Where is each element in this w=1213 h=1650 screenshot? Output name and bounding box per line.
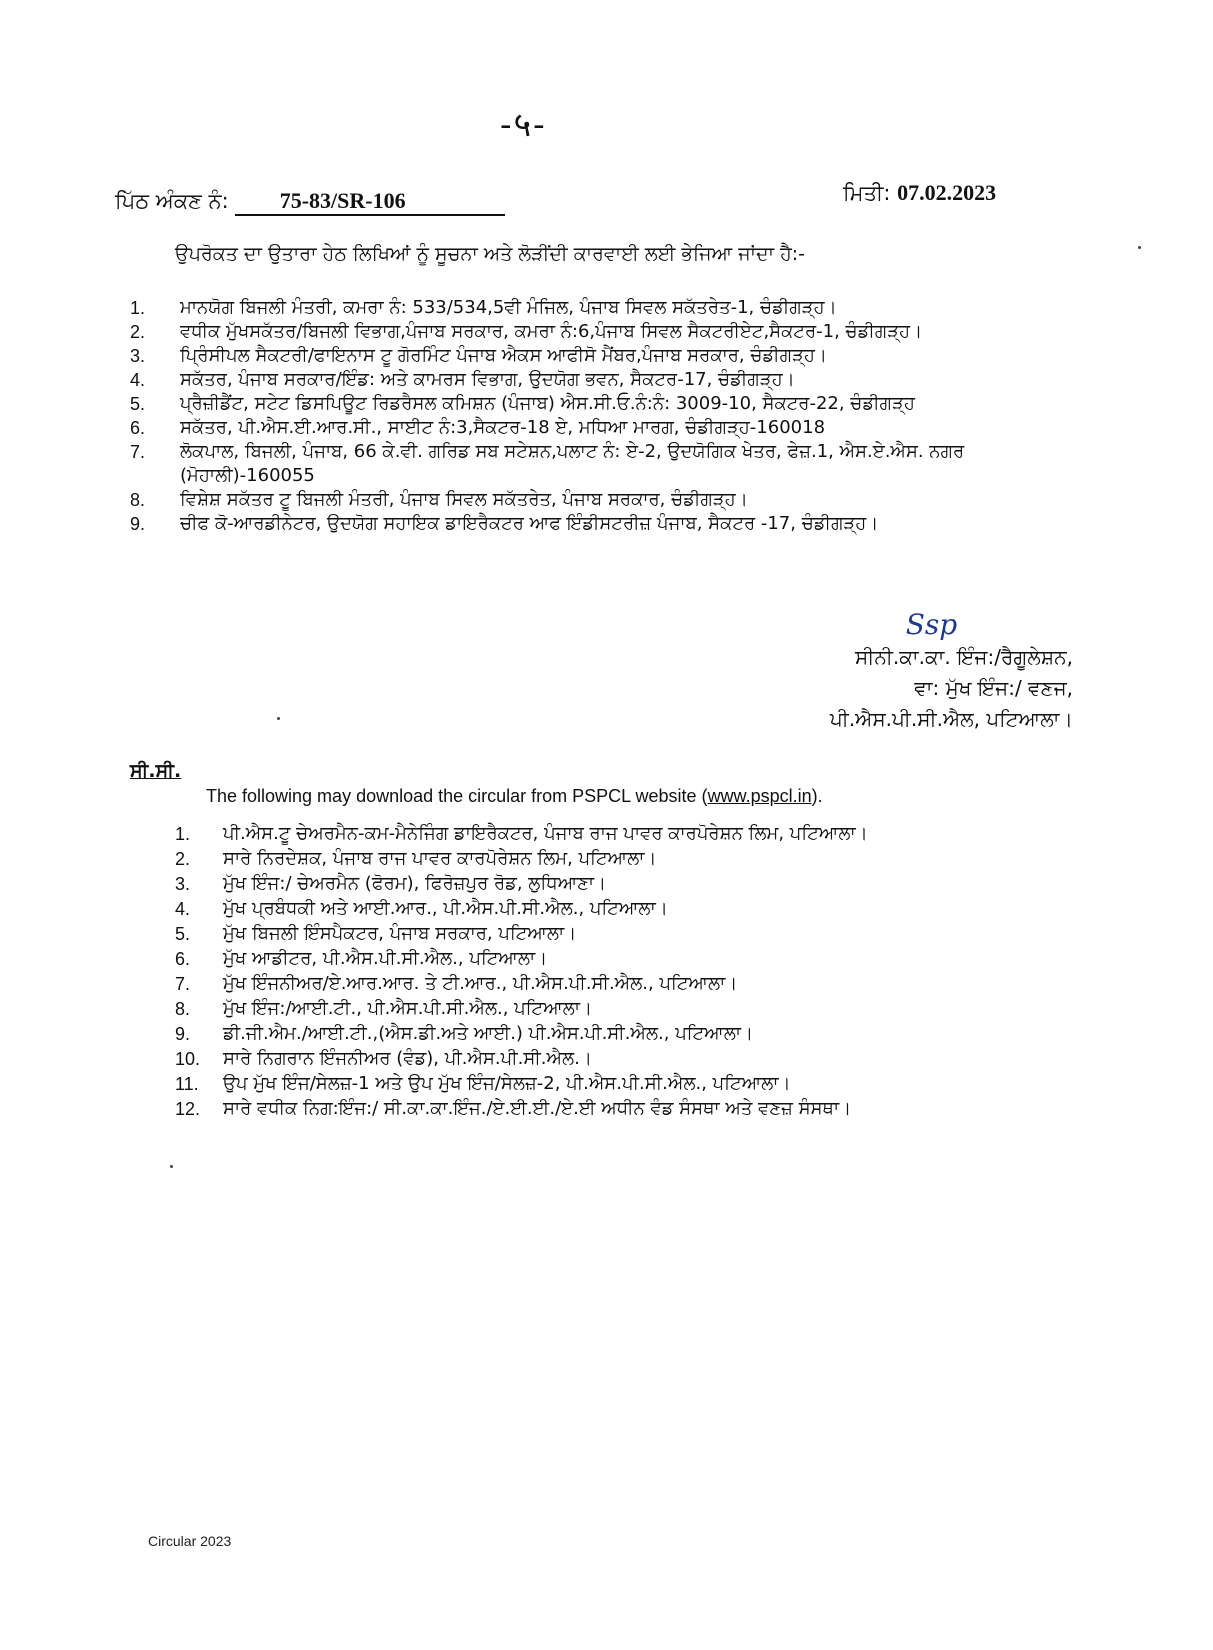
date-label: ਮਿਤੀ: xyxy=(843,181,891,205)
list-item: 7. ਲੋਕਪਾਲ, ਬਿਜਲੀ, ਪੰਜਾਬ, 66 ਕੇ.ਵੀ. ਗਰਿਡ ਸਬ ਸਟੇਸ਼ਨ,ਪਲਾਟ ਨੰ: ਏ-2, ਉਦਯੋਗਿਕ ਖੇਤਰ, ਫੇਜ਼.1, ਐਸ.ਏ.ਐਸ. ਨਗਰ (ਮੋਹਾਲੀ)-160055 xyxy=(130,441,965,486)
date-line xyxy=(843,180,996,206)
list-item: 8. ਵਿਸ਼ੇਸ਼ ਸਕੱਤਰ ਟੂ ਬਿਜਲੀ ਮੰਤਰੀ, ਪੰਜਾਬ ਸਿਵਲ ਸਕੱਤਰੇਤ, ਪੰਜਾਬ ਸਰਕਾਰ, ਚੰਡੀਗੜ੍ਹ। xyxy=(130,489,748,510)
scan-speck xyxy=(1138,246,1141,249)
signature-block xyxy=(830,608,1073,735)
signatory-on-behalf: ਵਾ: ਮੁੱਖ ਇੰਜ:/ ਵਣਜ, xyxy=(914,676,1073,700)
list-item: 5. ਮੁੱਖ ਬਿਜਲੀ ਇੰਸਪੈਕਟਰ, ਪੰਜਾਬ ਸਰਕਾਰ, ਪਟਿਆਲਾ। xyxy=(175,923,577,944)
list-item: 3. ਪ੍ਰਿੰਸੀਪਲ ਸੈਕਟਰੀ/ਫਾਇਨਾਸ ਟੂ ਗੋਰਮਿੰਟ ਪੰਜਾਬ ਐਕਸ ਆਫੀਸੋ ਮੈਂਬਰ,ਪੰਜਾਬ ਸਰਕਾਰ, ਚੰਡੀਗੜ੍ਹ। xyxy=(130,345,828,366)
scan-speck xyxy=(170,1165,173,1168)
list-item: 9. ਚੀਫ ਕੋ-ਆਰਡੀਨੇਟਰ, ਉਦਯੋਗ ਸਹਾਇਕ ਡਾਇਰੈਕਟਰ ਆਫ ਇੰਡੀਸਟਰੀਜ਼ ਪੰਜਾਬ, ਸੈਕਟਰ -17, ਚੰਡੀਗੜ੍ਹ। xyxy=(130,513,879,534)
cc-label: ਸੀ.ਸੀ. xyxy=(130,760,182,782)
list-item: 1. ਪੀ.ਐਸ.ਟੂ ਚੇਅਰਮੈਨ-ਕਮ-ਮੈਨੇਜਿੰਗ ਡਾਇਰੈਕਟਰ, ਪੰਜਾਬ ਰਾਜ ਪਾਵਰ ਕਾਰਪੋਰੇਸ਼ਨ ਲਿਮ, ਪਟਿਆਲਾ। xyxy=(175,823,868,844)
signatory-designation: ਸੀਨੀ.ਕਾ.ਕਾ. ਇੰਜ:/ਰੈਗੂਲੇਸ਼ਨ, xyxy=(855,645,1073,669)
list-item: 5. ਪ੍ਰੈਜ਼ੀਡੈਂਟ, ਸਟੇਟ ਡਿਸਪਿਊਟ ਰਿਡਰੈਸਲ ਕਮਿਸ਼ਨ (ਪੰਜਾਬ) ਐਸ.ਸੀ.ਓ.ਨੰ:ਨੰ: 3009-10, ਸੈਕਟਰ-22, ਚੰਡੀਗੜ੍ਹ xyxy=(130,393,915,414)
list-item: 9. ਡੀ.ਜੀ.ਐਮ./ਆਈ.ਟੀ.,(ਐਸ.ਡੀ.ਅਤੇ ਆਈ.) ਪੀ.ਐਸ.ਪੀ.ਸੀ.ਐਲ., ਪਟਿਆਲਾ। xyxy=(175,1023,754,1044)
website-link[interactable]: www.pspcl.in xyxy=(707,786,812,806)
endorsement-ref-number: 75-83/SR-106 xyxy=(235,188,505,216)
list-item: 6. ਸਕੱਤਰ, ਪੀ.ਐਸ.ਈ.ਆਰ.ਸੀ., ਸਾਈਟ ਨੰ:3,ਸੈਕਟਰ-18 ਏ, ਮਧਿਆ ਮਾਰਗ, ਚੰਡੀਗੜ੍ਹ-160018 xyxy=(130,417,826,438)
list-item: 6. ਮੁੱਖ ਆਡੀਟਰ, ਪੀ.ਐਸ.ਪੀ.ਸੀ.ਐਲ., ਪਟਿਆਲਾ। xyxy=(175,948,548,969)
list-item: 4. ਸਕੱਤਰ, ਪੰਜਾਬ ਸਰਕਾਰ/ਇੰਡ: ਅਤੇ ਕਾਮਰਸ ਵਿਭਾਗ, ਉਦਯੋਗ ਭਵਨ, ਸੈਕਟਰ-17, ਚੰਡੀਗੜ੍ਹ। xyxy=(130,369,795,390)
list-item: 3. ਮੁੱਖ ਇੰਜ:/ ਚੇਅਰਮੈਨ (ਫੋਰਮ), ਫਿਰੋਜ਼ਪੁਰ ਰੋਡ, ਲੁਧਿਆਣਾ। xyxy=(175,873,607,894)
list-item: 4. ਮੁੱਖ ਪ੍ਰਬੰਧਕੀ ਅਤੇ ਆਈ.ਆਰ., ਪੀ.ਐਸ.ਪੀ.ਸੀ.ਐਲ., ਪਟਿਆਲਾ। xyxy=(175,898,668,919)
download-note: The following may download the circular from PSPCL website (www.pspcl.in). xyxy=(206,786,823,806)
page-number: -५- xyxy=(500,105,547,145)
list-item: 8. ਮੁੱਖ ਇੰਜ:/ਆਈ.ਟੀ., ਪੀ.ਐਸ.ਪੀ.ਸੀ.ਐਲ., ਪਟਿਆਲਾ। xyxy=(175,998,593,1019)
footer-label: Circular 2023 xyxy=(148,1533,232,1549)
date-value: 07.02.2023 xyxy=(897,180,997,205)
list-item: 11. ਉਪ ਮੁੱਖ ਇੰਜ/ਸੇਲਜ਼-1 ਅਤੇ ਉਪ ਮੁੱਖ ਇੰਜ/ਸੇਲਜ਼-2, ਪੀ.ਐਸ.ਪੀ.ਸੀ.ਐਲ., ਪਟਿਆਲਾ। xyxy=(175,1073,791,1094)
cc-list xyxy=(175,822,1075,1122)
list-item: 12. ਸਾਰੇ ਵਧੀਕ ਨਿਗ:ਇੰਜ:/ ਸੀ.ਕਾ.ਕਾ.ਇੰਜ./ਏ.ਈ.ਈ./ਏ.ਈ ਅਧੀਨ ਵੰਡ ਸੰਸਥਾ ਅਤੇ ਵਣਜ਼ ਸੰਸਥਾ। xyxy=(175,1098,852,1119)
list-item: 10. ਸਾਰੇ ਨਿਗਰਾਨ ਇੰਜਨੀਅਰ (ਵੰਡ), ਪੀ.ਐਸ.ਪੀ.ਸੀ.ਐਲ.। xyxy=(175,1048,592,1069)
list-item: 1. ਮਾਨਯੋਗ ਬਿਜਲੀ ਮੰਤਰੀ, ਕਮਰਾ ਨੰ: 533/534,5ਵੀ ਮੰਜਿਲ, ਪੰਜਾਬ ਸਿਵਲ ਸਕੱਤਰੇਤ-1, ਚੰਡੀਗੜ੍ਹ। xyxy=(130,297,837,318)
endorsement-line xyxy=(115,188,505,216)
endorsement-label: ਪਿੱਠ ਅੰਕਣ ਨੰ: xyxy=(115,189,229,213)
signatory-organisation: ਪੀ.ਐਸ.ਪੀ.ਸੀ.ਐਲ, ਪਟਿਆਲਾ। xyxy=(829,707,1073,731)
list-item: 7. ਮੁੱਖ ਇੰਜਨੀਅਰ/ਏ.ਆਰ.ਆਰ. ਤੇ ਟੀ.ਆਰ., ਪੀ.ਐਸ.ਪੀ.ਸੀ.ਐਲ., ਪਟਿਆਲਾ। xyxy=(175,973,738,994)
recipient-list xyxy=(130,296,1090,536)
list-item: 2. ਵਧੀਕ ਮੁੱਖਸਕੱਤਰ/ਬਿਜਲੀ ਵਿਭਾਗ,ਪੰਜਾਬ ਸਰਕਾਰ, ਕਮਰਾ ਨੰ:6,ਪੰਜਾਬ ਸਿਵਲ ਸੈਕਟਰੀਏਟ,ਸੈਕਟਰ-1, ਚੰਡੀਗੜ੍ਹ। xyxy=(130,321,923,342)
handwritten-signature: Ssp xyxy=(905,608,958,641)
intro-line: ਉਪਰੋਕਤ ਦਾ ਉਤਾਰਾ ਹੇਠ ਲਿਖਿਆਂ ਨੂੰ ਸੂਚਨਾ ਅਤੇ ਲੋੜੀਂਦੀ ਕਾਰਵਾਈ ਲਈ ਭੇਜਿਆ ਜਾਂਦਾ ਹੈ:- xyxy=(175,243,806,265)
scan-speck xyxy=(277,717,280,720)
list-item: 2. ਸਾਰੇ ਨਿਰਦੇਸ਼ਕ, ਪੰਜਾਬ ਰਾਜ ਪਾਵਰ ਕਾਰਪੋਰੇਸ਼ਨ ਲਿਮ, ਪਟਿਆਲਾ। xyxy=(175,848,657,869)
